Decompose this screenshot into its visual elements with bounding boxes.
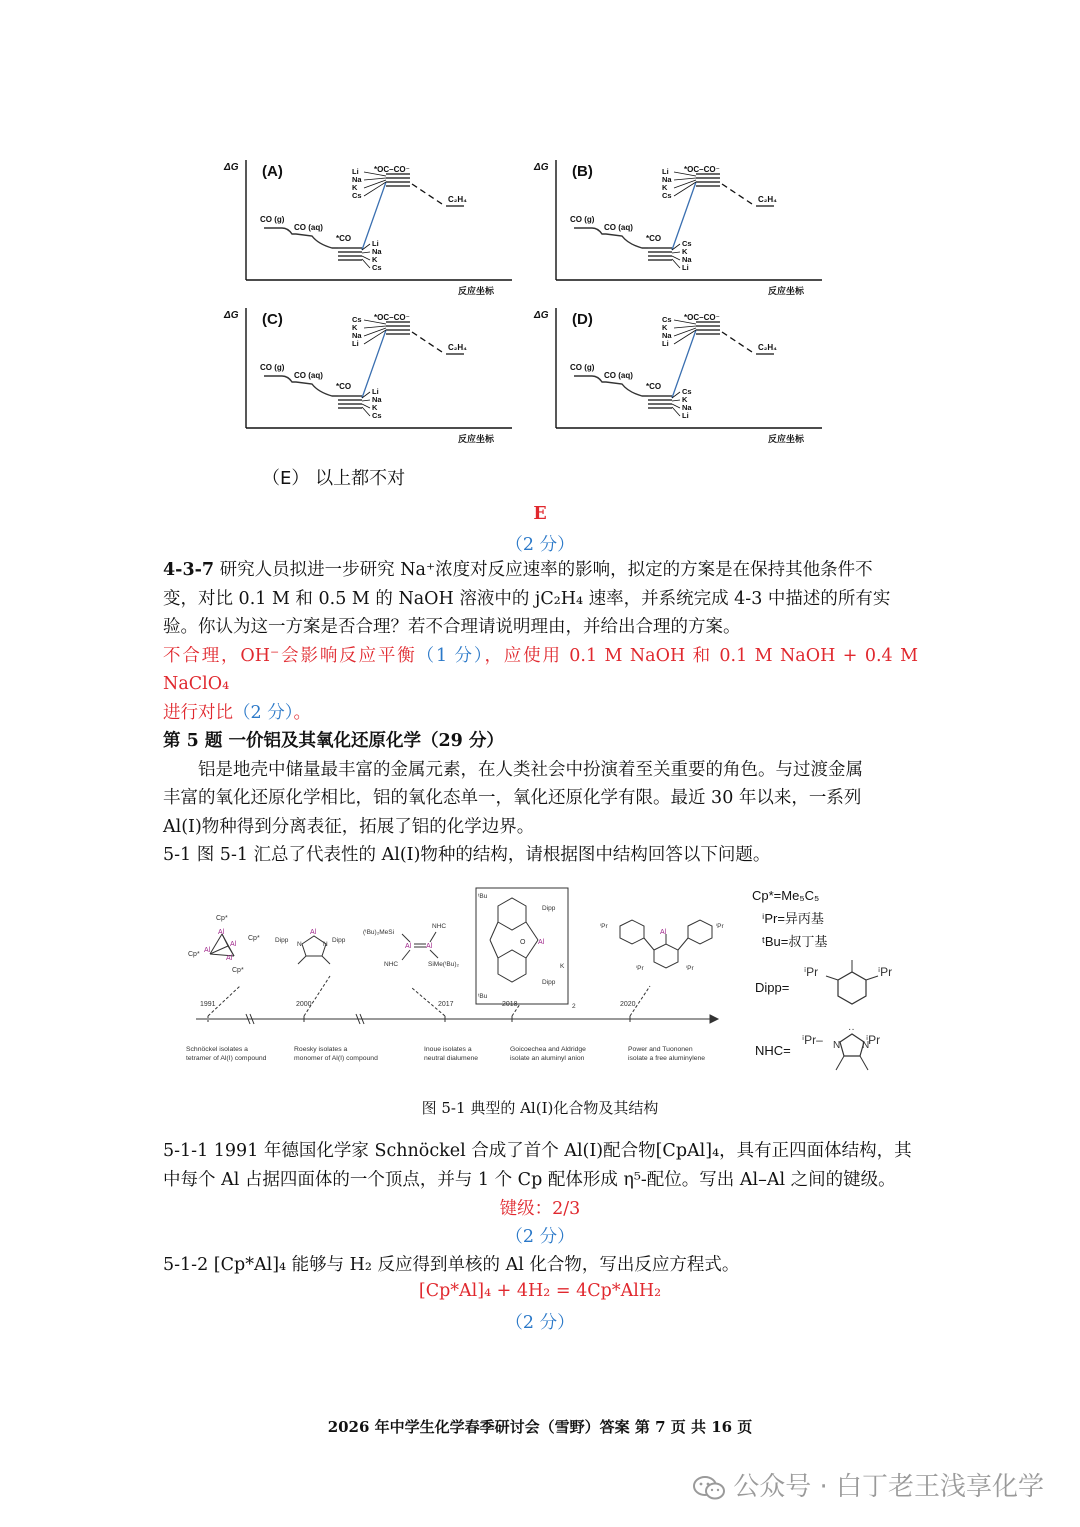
legend-dipp: Dipp= [755,980,790,995]
svg-text:Dipp: Dipp [542,979,556,986]
svg-text:N: N [833,1040,841,1051]
timeline-caption: Goicoechea and Aldridge [510,1046,586,1053]
upper-ion-k: K [352,183,358,192]
question-5-1: 5-1 图 5-1 汇总了代表性的 Al(I)物种的结构，请根据图中结构回答以下问题。 [163,845,771,866]
co-g-label: CO (g) [570,363,595,372]
panel-label: (D) [572,311,593,328]
upper-ion-cs: Cs [352,191,362,200]
upper-ion-k: K [662,183,668,192]
svg-text:Al: Al [218,929,225,936]
svg-text:ⁱPr–: ⁱPr– [802,1033,823,1047]
answer-e: E [533,504,547,524]
oc-co-label: *OC–CO⁻ [684,313,720,322]
timeline-caption: Roesky isolates a [294,1046,348,1053]
timeline-caption: Schnöckel isolates a [186,1046,248,1053]
lower-ion-k: K [682,247,688,256]
option-e: （E） 以上都不对 [262,468,406,489]
dg-label: ΔG [534,162,549,173]
upper-ion-li: Li [352,339,359,348]
upper-ion-cs: Cs [662,315,672,324]
svg-text:ⁱPr: ⁱPr [600,923,608,930]
svg-text:O: O [520,939,526,946]
c2h4-label: C₂H₄ [448,343,467,352]
co-aq-label: CO (aq) [604,371,633,380]
lower-ion-cs: Cs [372,263,382,272]
lower-ion-li: Li [682,263,689,272]
timeline-caption: isolate an aluminyl anion [510,1055,585,1062]
timeline-caption: neutral dialumene [424,1055,479,1062]
answer-4-3-7: 不合理，OH⁻会影响反应平衡（1 分），应使用 0.1 M NaOH 和 0.1 M NaOH + 0.4 M NaClO₄ [163,645,918,695]
lower-ion-na: Na [372,247,382,256]
x-axis-label: 反应坐标 [768,286,805,296]
upper-ion-li: Li [352,167,359,176]
timeline-caption: monomer of Al(I) compound [294,1055,378,1062]
structure-cpal4 [188,915,260,974]
svg-text:Cp*: Cp* [216,915,228,922]
year-2018: 2018 [502,1001,518,1008]
lower-ion-cs: Cs [372,411,382,420]
co-g-label: CO (g) [260,215,285,224]
x-axis-label: 反应坐标 [458,286,495,296]
dg-label: ΔG [224,310,239,321]
lower-ion-cs: Cs [682,387,692,396]
upper-ion-k: K [352,323,358,332]
score-2: （2 分） [505,535,575,555]
svg-text:Cp*: Cp* [248,935,260,942]
svg-text:··: ·· [848,1024,855,1035]
panel-label: (C) [262,311,283,328]
upper-ion-li: Li [662,167,669,176]
answer-5-1-2: [Cp*Al]₄ + 4H₂ = 4Cp*AlH₂ [418,1281,662,1301]
svg-text:Cp*: Cp* [188,951,200,958]
lower-ion-na: Na [682,403,692,412]
upper-ion-cs: Cs [352,315,362,324]
svg-text:ⁱPr: ⁱPr [878,965,893,979]
svg-text:Al: Al [660,929,667,936]
lower-ion-li: Li [682,411,689,420]
co-g-label: CO (g) [570,215,595,224]
svg-text:ⁱPr: ⁱPr [866,1033,881,1047]
timeline-caption: Inoue isolates a [424,1046,472,1053]
lower-ion-k: K [372,255,378,264]
svg-text:(ᵗBu)₂MeSi: (ᵗBu)₂MeSi [363,929,395,936]
legend-cp: Cp*=Me₅C₅ [752,888,820,903]
panel-label: (A) [262,163,283,180]
page-footer: 2026 年中学生化学春季研讨会（雪野）答案 第 7 页 共 16 页 [327,1418,753,1436]
svg-text:Al: Al [538,939,545,946]
svg-text:SiMe(ᵗBu)₂: SiMe(ᵗBu)₂ [428,961,460,968]
question-5-1-2: 5-1-2 [Cp*Al]₄ 能够与 H₂ 反应得到单核的 Al 化合物，写出反应方程式。 [163,1255,740,1275]
year-2020: 2020 [620,1001,636,1008]
svg-text:N: N [323,941,328,948]
timeline-caption: isolate a free aluminylene [628,1055,706,1062]
svg-text:K: K [560,963,565,970]
svg-text:ⁱPr: ⁱPr [804,965,819,979]
lower-ion-k: K [682,395,688,404]
svg-text:ⁱPr: ⁱPr [716,923,724,930]
score-5-1-1: （2 分） [505,1227,575,1247]
svg-text:Al: Al [226,955,233,962]
upper-ion-na: Na [352,331,362,340]
question-5-1-1: 5-1-1 1991 年德国化学家 Schnöckel 合成了首个 Al(I)配合物[CpAl]₄，具有正四面体结构，其 中每个 Al 占据四面体的一个顶点，并与 1 个 Cp 配体形成 η⁵-配位。写出 Al–Al 之间的键级。 [163,1141,912,1190]
co-aq-label: CO (aq) [604,223,633,232]
x-axis-label: 反应坐标 [458,434,495,444]
question-4-3-7: 4-3-7 研究人员拟进一步研究 Na⁺浓度对反应速率的影响，拟定的方案是在保持其他条件不 变，对比 0.1 M 和 0.5 M 的 NaOH 溶液中的 jC₂H₄ 速率，并系统完成 4-3 中描述的所有实 验。你认为这一方案是否合理？若不合理请说明理由，并给出合理的方案。 不合理，OH⁻会影响反应平衡（1 分），应使用 0.1 M NaOH 和 0.1 M NaOH + 0.4 M NaClO₄ 进行对比（2 分）。 [163,560,918,723]
structure-roesky [275,929,346,964]
figure-legend [752,884,827,953]
svg-text:N: N [297,941,302,948]
energy-panel-d [532,300,832,454]
lower-ion-li: Li [372,387,379,396]
legend-ipr: ⁱPr=异丙基 [762,911,824,926]
svg-text:NHC: NHC [384,961,399,968]
svg-text:Al: Al [230,941,237,948]
score-5-1-2: （2 分） [505,1313,575,1333]
c2h4-label: C₂H₄ [448,195,467,204]
svg-text:ᵗBu: ᵗBu [478,993,488,1000]
upper-ion-k: K [662,323,668,332]
year-2000: 2000 [296,1001,312,1008]
dg-label: ΔG [534,310,549,321]
x-axis-label: 反应坐标 [768,434,805,444]
upper-ion-na: Na [662,175,672,184]
co-ads-label: *CO [336,382,352,391]
year-1991: 1991 [200,1001,216,1008]
svg-text:Dipp: Dipp [542,905,556,912]
watermark: 公众号 · 白丁老王浅享化学 [693,1466,1044,1503]
structure-dialumene [363,923,460,968]
co-ads-label: *CO [336,234,352,243]
co-aq-label: CO (aq) [294,371,323,380]
timeline [196,976,718,1024]
svg-text:ⁱPr: ⁱPr [686,965,694,972]
svg-text:ᵗBu: ᵗBu [478,893,488,900]
oc-co-label: *OC–CO⁻ [374,165,410,174]
svg-text:ⁱPr: ⁱPr [636,965,644,972]
upper-ion-na: Na [352,175,362,184]
upper-ion-li: Li [662,339,669,348]
dg-label: ΔG [224,162,239,173]
c2h4-label: C₂H₄ [758,195,777,204]
wechat-icon [693,1475,725,1501]
svg-text:NHC: NHC [432,923,447,930]
svg-text:Al: Al [405,943,412,950]
svg-text:Dipp: Dipp [332,937,346,944]
energy-panel-c [222,300,522,454]
year-2017: 2017 [438,1001,454,1008]
lower-ion-na: Na [372,395,382,404]
figure-caption: 图 5-1 典型的 Al(I)化合物及其结构 [421,1099,659,1117]
dipp-structure [800,956,910,1026]
svg-text:2: 2 [572,1003,576,1010]
svg-text:Cp*: Cp* [232,967,244,974]
lower-ion-li: Li [372,239,379,248]
legend-tbu: ᵗBu=叔丁基 [762,934,828,949]
svg-text:Dipp: Dipp [275,937,289,944]
co-g-label: CO (g) [260,363,285,372]
panel-label: (B) [572,163,593,180]
svg-text:Al: Al [310,929,317,936]
structure-aluminyl [476,888,576,1010]
energy-panel-a [222,152,522,306]
answer-5-1-1: 键级：2/3 [499,1199,581,1219]
legend-nhc: NHC= [755,1043,791,1058]
timeline-caption: tetramer of Al(I) compound [186,1055,267,1062]
c2h4-label: C₂H₄ [758,343,777,352]
svg-text:N: N [862,1040,870,1051]
oc-co-label: *OC–CO⁻ [374,313,410,322]
svg-text:Al: Al [426,943,433,950]
lower-ion-cs: Cs [682,239,692,248]
upper-ion-na: Na [662,331,672,340]
question-5: 第 5 题 一价铝及其氧化还原化学（29 分） 铝是地壳中储量最丰富的金属元素，在人类社会中扮演着至关重要的角色。与过渡金属 丰富的氧化还原化学相比，铝的氧化态单一，氧化还原化学有限。最近 30 年以来，一系列 Al(I)物种得到分离表征，拓展了铝的化学边界。 5-1 图 5-1 汇总了代表性的 Al(I)物种的结构，请根据图中结构回答以下问题。 [163,727,918,870]
structure-aluminylene [600,920,724,972]
upper-ion-cs: Cs [662,191,672,200]
lower-ion-na: Na [682,255,692,264]
co-ads-label: *CO [646,382,662,391]
svg-text:Al: Al [204,947,211,954]
lower-ion-k: K [372,403,378,412]
oc-co-label: *OC–CO⁻ [684,165,720,174]
co-ads-label: *CO [646,234,662,243]
question-5-title: 第 5 题 一价铝及其氧化还原化学（29 分） [163,731,504,751]
timeline-caption: Power and Tuononen [628,1046,693,1053]
nhc-structure [800,1022,910,1082]
energy-panel-b [532,152,832,306]
co-aq-label: CO (aq) [294,223,323,232]
